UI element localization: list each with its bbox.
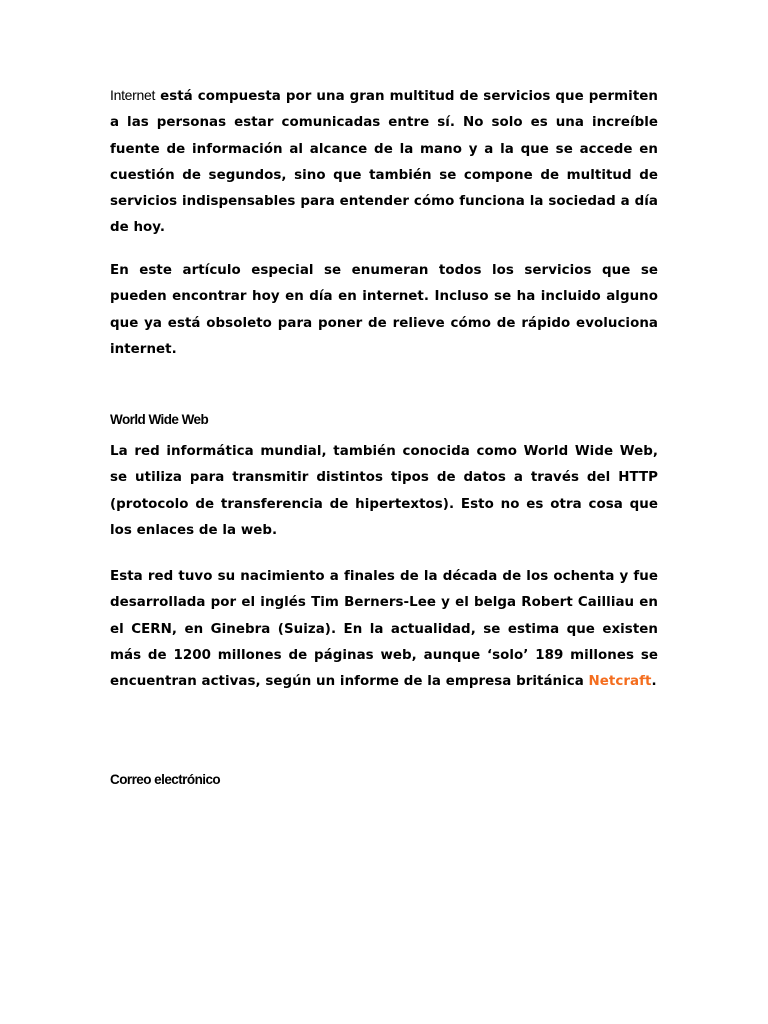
intro-text: está compuesta por una gran multitud de servicios que permiten a las personas estar comunicadas entre sí. No solo es una increíble fuente de información al alcance de la mano y a la que se accede en cuestión de segundos, sino que también se compone de multitud de servicios indispensables para entender cómo funciona la sociedad a día de hoy. [110,89,658,236]
intro-paragraph [110,82,658,242]
www-paragraph-2-text: Esta red tuvo su nacimiento a finales de la década de los ochenta y fue desarrollada por el inglés Tim Berners-Lee y el belga Robert Cailliau en el CERN, en Ginebra (Suiza). En la actualidad, se estima que existen más de 1200 millones de páginas web, aunque ‘solo’ 189 millones se encuentran activas, según un informe de la empresa británica [110,569,658,690]
intro-paragraph-2: En este artículo especial se enumeran todos los servicios que se pueden encontrar hoy en día en internet. Incluso se ha incluido alguno que ya está obsoleto para poner de relieve cómo de rápido evoluciona internet. [110,263,658,357]
intro-lead-word: Internet [110,87,156,103]
www-paragraph-2-end: . [651,674,657,690]
www-paragraph-1: La red informática mundial, también conocida como World Wide Web, se utiliza para transmitir distintos tipos de datos a través del HTTP (protocolo de transferencia de hipertextos). Esto no es otra cosa que los enlaces de la web. [110,444,658,538]
netcraft-link[interactable]: Netcraft [588,674,652,690]
section-heading-correo: Correo electrónico [110,772,221,787]
www-paragraph-2 [110,564,658,695]
section-heading-www: World Wide Web [110,412,209,427]
